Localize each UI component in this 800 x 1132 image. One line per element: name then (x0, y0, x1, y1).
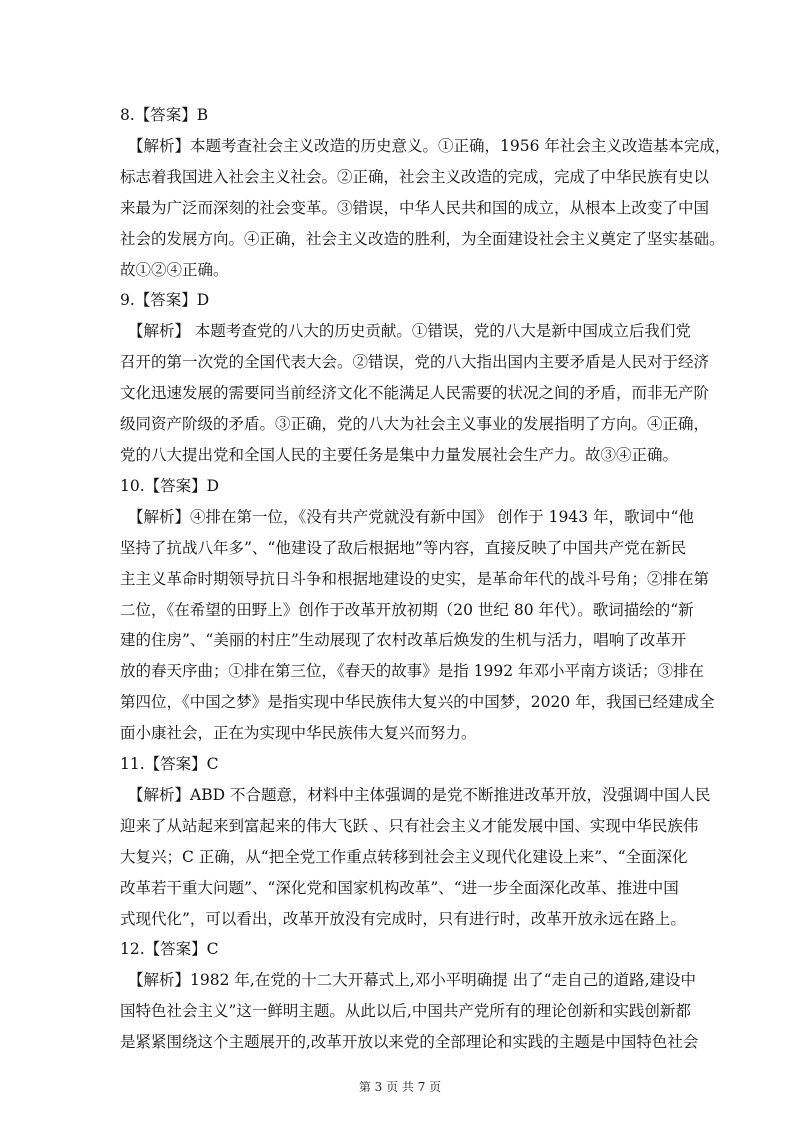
answer-header: 11.【答案】C (120, 755, 219, 774)
explanation-line: 文化迅速发展的需要同当前经济文化不能满足人民需要的状况之间的矛盾，而非无产阶 (120, 384, 710, 403)
explanation-line: 第四位，《中国之梦》是指实现中华民族伟大复兴的中国梦，2020 年，我国已经建成全 (120, 693, 715, 712)
explanation-line: 【解析】ABD 不合题意，材料中主体强调的是党不断推进改革开放，没强调中国人民 (128, 785, 711, 804)
question-10-block (120, 471, 715, 749)
explanation-line: 改革若干重大问题”、“深化党和国家机构改革”、“进一步全面深化改革、推进中国 (120, 878, 679, 897)
explanation-line: 【解析】1982 年,在党的十二大开幕式上,邓小平明确提 出了“走自己的道路,建设中 (128, 971, 697, 990)
explanation-line: 级同资产阶级的矛盾。③正确，党的八大为社会主义事业的发展指明了方向。④正确， (120, 415, 710, 434)
explanation-line: 式现代化”，可以看出，改革开放没有完成时，只有进行时，改革开放永远在路上。 (120, 909, 686, 928)
answer-header: 10.【答案】D (120, 476, 220, 495)
explanation-line: 故①②④正确。 (120, 260, 229, 279)
explanation-line: 面小康社会，正在为实现中华民族伟大复兴而努力。 (120, 724, 477, 743)
explanation-line: 【解析】④排在第一位，《没有共产党就没有新中国》 创作于 1943 年，歌词中“他 (128, 507, 694, 526)
answer-header: 8.【答案】B (120, 106, 209, 124)
explanation-line: 建的住房”、“美丽的村庄”生动展现了农村改革后焕发的生机与活力，唱响了改革开 (120, 631, 687, 650)
page-footer: 第 3 页 共 7 页 (358, 1080, 442, 1094)
explanation-line: 二位，《在希望的田野上》创作于改革开放初期（20 世纪 80 年代）。歌词描绘的“新 (120, 600, 694, 619)
explanation-line: 是紧紧围绕这个主题展开的,改革开放以来党的全部理论和实践的主题是中国特色社会 (120, 1033, 699, 1052)
explanation-line: 放的春天序曲；①排在第三位，《春天的故事》是指 1992 年邓小平南方谈话；③排在 (120, 662, 705, 681)
explanation-line: 召开的第一次党的全国代表大会。②错误，党的八大指出国内主要矛盾是人民对于经济 (120, 353, 710, 372)
question-11-block (120, 749, 711, 934)
explanation-line: 【解析】 本题考查党的八大的历史贡献。①错误，党的八大是新中国成立后我们党 (128, 322, 691, 341)
explanation-line: 党的八大提出党和全国人民的主要任务是集中力量发展社会生产力。故③④正确。 (120, 445, 679, 464)
answer-content (120, 100, 731, 1058)
answer-header: 12.【答案】C (120, 940, 219, 959)
explanation-line: 大复兴；C 正确，从“把全党工作重点转移到社会主义现代化建设上来”、“全面深化 (120, 847, 688, 866)
explanation-line: 标志着我国进入社会主义社会。②正确，社会主义改造的完成，完成了中华民族有史以 (120, 167, 710, 186)
explanation-line: 迎来了从站起来到富起来的伟大飞跃 、只有社会主义才能发展中国、实现中华民族伟 (120, 816, 699, 835)
explanation-line: 【解析】本题考查社会主义改造的历史意义。①正确，1956 年社会主义改造基本完成， (128, 136, 731, 155)
explanation-line: 主主义革命时期领导抗日斗争和根据地建设的史实，是革命年代的战斗号角；②排在第 (120, 569, 710, 588)
answer-header: 9.【答案】D (120, 291, 210, 310)
explanation-line: 国特色社会主义”这一鲜明主题。从此以后,中国共产党所有的理论创新和实践创新都 (120, 1002, 691, 1021)
explanation-line: 社会的发展方向。④正确，社会主义改造的胜利，为全面建设社会主义奠定了坚实基础。 (120, 229, 725, 248)
explanation-line: 坚持了抗战八年多”、“他建设了敌后根据地”等内容，直接反映了中国共产党在新民 (120, 538, 687, 557)
question-8-block (120, 100, 731, 285)
explanation-line: 来最为广泛而深刻的社会变革。③错误，中华人民共和国的成立，从根本上改变了中国 (120, 198, 710, 217)
question-12-block (120, 934, 699, 1058)
question-9-block (120, 285, 710, 470)
